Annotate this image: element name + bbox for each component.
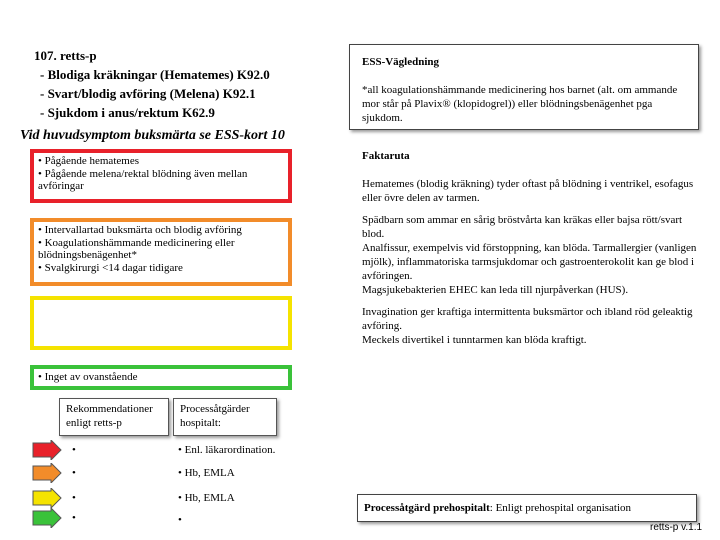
rec-yellow-right: • Hb, EMLA — [178, 492, 235, 504]
fact-paragraph-3: Invagination ger kraftiga intermittenta buksmärtor och ibland röd geleaktig avföring. Meckels divertikel i tunntarmen kan blöda kraftigt. — [362, 306, 693, 346]
triage-red-box — [30, 149, 292, 203]
yellow-arrow-icon — [32, 488, 62, 508]
red-arrow-icon — [32, 440, 62, 460]
header-line-3: - Sjukdom i anus/rektum K62.9 — [40, 105, 215, 120]
rec-red-right: • Enl. läkarordination. — [178, 444, 276, 456]
card-title: 107. retts-p — [34, 48, 97, 63]
triage-green-box — [30, 365, 292, 390]
red-item-2: • Pågående melena/rektal blödning även mellan avföringar — [38, 167, 248, 192]
triage-yellow-box — [30, 296, 292, 350]
rec-green-left: • — [72, 512, 76, 524]
fact-paragraph-1: Hematemes (blodig kräkning) tyder oftast på blödning i ventrikel, esofagus eller övre delen av tarmen. — [362, 178, 694, 204]
prehospital-box — [357, 494, 697, 522]
rec-yellow-left: • — [72, 492, 76, 504]
header-line-2: - Svart/blodig avföring (Melena) K92.1 — [40, 86, 256, 101]
green-arrow-icon — [32, 508, 62, 528]
green-item-1: • Inget av ovanstående — [38, 371, 138, 383]
ess-title: ESS-Vägledning — [362, 56, 440, 68]
recommendations-header: Rekommendationer enligt retts-p — [59, 398, 169, 436]
orange-item-2: • Koagulationshämmande medicinering eller blödningsbenägenhet* — [38, 236, 235, 261]
version-label: retts-p v.1.1 — [650, 522, 703, 533]
fact-title: Faktaruta — [362, 150, 410, 162]
red-item-1: • Pågående hematemes — [38, 155, 139, 167]
rec-orange-right: • Hb, EMLA — [178, 467, 235, 479]
header — [34, 46, 334, 122]
rec-red-left: • — [72, 444, 76, 456]
prehospital-label: Processåtgärd prehospitalt — [364, 502, 490, 514]
ess-guidance-box — [349, 44, 699, 130]
header-line-1: - Blodiga kräkningar (Hematemes) K92.0 — [40, 67, 270, 82]
rec-orange-left: • — [72, 467, 76, 479]
ess-body: *all koagulationshämmande medicinering hos barnet (alt. om ammande mor står på Plavix® (klopidogrel)) eller blödningsbenägenhet pga sjukdom. — [362, 84, 678, 124]
orange-item-1: • Intervallartad buksmärta och blodig avföring — [38, 224, 242, 236]
fact-box — [362, 149, 702, 355]
orange-item-3: • Svalgkirurgi <14 dagar tidigare — [38, 261, 183, 274]
subhead: Vid huvudsymptom buksmärta se ESS-kort 10 — [20, 128, 285, 143]
triage-orange-box — [30, 218, 292, 286]
orange-arrow-icon — [32, 463, 62, 483]
prehospital-text: : Enligt prehospital organisation — [489, 502, 632, 514]
rec-green-right: • — [178, 514, 182, 526]
fact-paragraph-2: Spädbarn som ammar en sårig bröstvårta kan kräkas eller bajsa rött/svart blod. Analfissur, exempelvis vid förstoppning, kan blöda. Tarmallergier (vanligen mjölk), inflammatoriska tarmsjukdomar och gastroenterokolit kan ge blod i avföringen. Magsjukebakterien EHEC kan leda till njurpåverkan (HUS). — [362, 214, 697, 296]
hospital-actions-header: Processåtgärder hospitalt: — [173, 398, 277, 436]
